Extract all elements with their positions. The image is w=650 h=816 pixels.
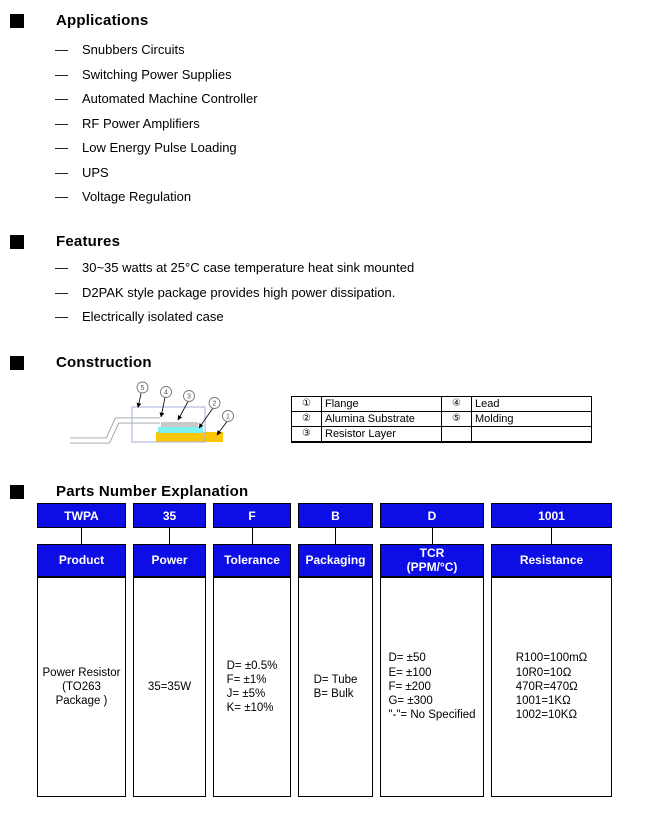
category-box: Tolerance — [213, 544, 291, 577]
dash-bullet: — — [55, 189, 68, 204]
code-box: TWPA — [37, 503, 126, 528]
description-text: Power Resistor (TO263 Package ) — [42, 666, 121, 708]
dash-bullet: — — [55, 284, 68, 300]
list-item-text: Snubbers Circuits — [82, 42, 185, 57]
description-box — [491, 577, 612, 797]
legend-num: ② — [292, 412, 322, 427]
connector-line — [169, 528, 170, 544]
category-box: Packaging — [298, 544, 373, 577]
construction-legend-table — [291, 396, 592, 443]
flange-shape — [156, 432, 223, 442]
dash-bullet: — — [55, 140, 68, 155]
category-box: Product — [37, 544, 126, 577]
callout-number: 2 — [212, 400, 217, 408]
code-box: 35 — [133, 503, 206, 528]
list-item-text: RF Power Amplifiers — [82, 115, 200, 131]
description-box — [298, 577, 373, 797]
parts-column-resistance — [491, 503, 612, 797]
list-item — [55, 260, 414, 285]
legend-label: Lead — [472, 397, 592, 412]
connector — [491, 528, 612, 544]
callout-number: 4 — [164, 389, 168, 397]
connector — [298, 528, 373, 544]
legend-num: ⑤ — [442, 412, 472, 427]
list-item-text: Switching Power Supplies — [82, 66, 232, 82]
construction-header — [10, 354, 152, 371]
description-box — [213, 577, 291, 797]
list-item — [55, 116, 258, 141]
callout-number: 1 — [226, 413, 230, 421]
description-text: D= Tube B= Bulk — [313, 673, 358, 700]
legend-label: Resistor Layer — [322, 427, 442, 443]
features-header — [10, 233, 120, 250]
construction-title: Construction — [56, 354, 152, 371]
description-text: D= ±0.5% F= ±1% J= ±5% K= ±10% — [226, 659, 278, 715]
list-item-text: Automated Machine Controller — [82, 91, 258, 106]
description-text: R100=100mΩ 10R0=10Ω 470R=470Ω 1001=1KΩ 1002=10KΩ — [515, 652, 588, 722]
description-box — [133, 577, 206, 797]
list-item-text: D2PAK style package provides high power dissipation. — [82, 284, 396, 300]
legend-num: ④ — [442, 397, 472, 412]
section-bullet-icon — [10, 485, 24, 499]
callout-number: 5 — [140, 385, 145, 392]
list-item — [55, 165, 258, 190]
list-item — [55, 285, 414, 310]
legend-label: Alumina Substrate — [322, 412, 442, 427]
connector — [37, 528, 126, 544]
description-box — [37, 577, 126, 797]
legend-label: Molding — [472, 412, 592, 427]
dash-bullet: — — [55, 309, 68, 324]
code-box: D — [380, 503, 484, 528]
category-box: Power — [133, 544, 206, 577]
list-item — [55, 91, 258, 116]
description-text: D= ±50 E= ±100 F= ±200 G= ±300 "-"= No Specified — [388, 652, 476, 722]
parts-column-tolerance — [213, 503, 291, 797]
parts-number-grid — [37, 503, 612, 797]
callout-arrow-3 — [178, 402, 188, 421]
parts-title: Parts Number Explanation — [56, 483, 249, 500]
connector-line — [81, 528, 82, 544]
alumina-substrate-shape — [158, 427, 203, 433]
parts-header — [10, 483, 248, 500]
dash-bullet: — — [55, 91, 68, 106]
features-list — [55, 260, 414, 334]
dash-bullet: — — [55, 66, 68, 82]
category-box: Resistance — [491, 544, 612, 577]
parts-column-product — [37, 503, 126, 797]
list-item — [55, 309, 414, 334]
legend-num: ③ — [292, 427, 322, 443]
section-bullet-icon — [10, 235, 24, 249]
dash-bullet: — — [55, 42, 68, 57]
applications-header — [10, 12, 148, 29]
legend-label: Flange — [322, 397, 442, 412]
table-row — [292, 397, 592, 412]
features-title: Features — [56, 233, 121, 250]
list-item-text: Low Energy Pulse Loading — [82, 140, 237, 155]
applications-list — [55, 42, 258, 214]
code-box: F — [213, 503, 291, 528]
list-item-text: UPS — [82, 164, 109, 180]
package-cross-section-diagram — [58, 372, 298, 457]
section-bullet-icon — [10, 14, 24, 28]
resistor-layer-shape — [161, 422, 198, 427]
list-item-text: Voltage Regulation — [82, 189, 192, 204]
table-row — [292, 412, 592, 427]
list-item-text: Electrically isolated case — [82, 309, 224, 324]
connector — [380, 528, 484, 544]
connector — [213, 528, 291, 544]
code-box: B — [298, 503, 373, 528]
dash-bullet: — — [55, 115, 68, 131]
callout-arrow-5 — [138, 394, 141, 408]
section-bullet-icon — [10, 356, 24, 370]
legend-label — [472, 427, 592, 443]
description-text: 35=35W — [147, 680, 192, 693]
description-box — [380, 577, 484, 797]
connector-line — [335, 528, 336, 544]
connector — [133, 528, 206, 544]
callout-number: 3 — [187, 393, 191, 401]
dash-bullet: — — [55, 260, 68, 275]
list-item-text: 30~35 watts at 25°C case temperature heat sink mounted — [82, 260, 415, 275]
parts-column-tcr — [380, 503, 484, 797]
legend-num: ① — [292, 397, 322, 412]
category-box: TCR (PPM/°C) — [380, 544, 484, 577]
legend-num — [442, 427, 472, 443]
connector-line — [551, 528, 552, 544]
list-item — [55, 42, 258, 67]
dash-bullet: — — [55, 164, 68, 180]
connector-line — [252, 528, 253, 544]
list-item — [55, 67, 258, 92]
parts-column-packaging — [298, 503, 373, 797]
table-row — [292, 427, 592, 443]
connector-line — [432, 528, 433, 544]
list-item — [55, 189, 258, 214]
callout-arrow-2 — [199, 408, 213, 428]
code-box: 1001 — [491, 503, 612, 528]
applications-title: Applications — [56, 12, 149, 29]
list-item — [55, 140, 258, 165]
parts-column-power — [133, 503, 206, 797]
